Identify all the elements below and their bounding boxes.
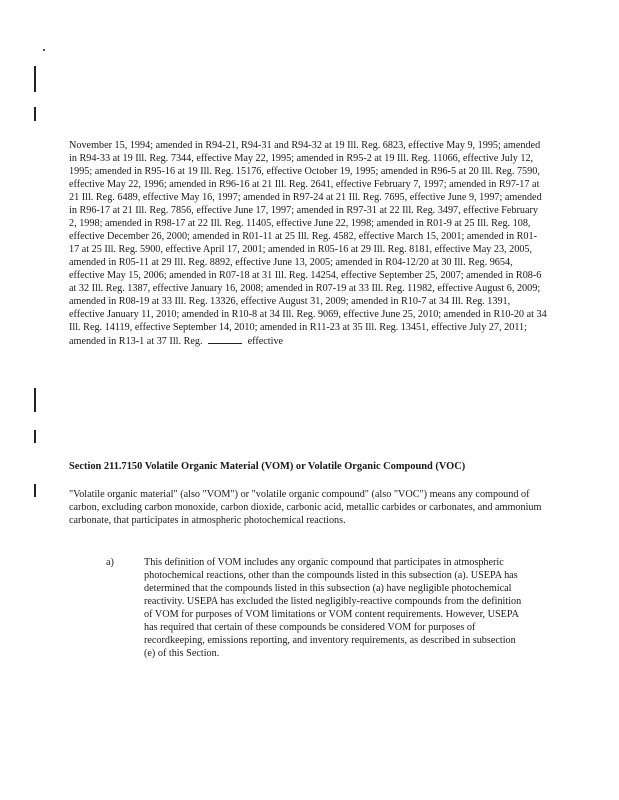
scan-speck	[43, 49, 45, 51]
section-heading: Section 211.7150 Volatile Organic Material (VOM) or Volatile Organic Compound (VOC)	[69, 461, 466, 472]
subsection-text: This definition of VOM includes any organic compound that participates in atmospheric photochemical reactions, other than the compounds listed in this subsection (a). USEPA has determined that the compounds listed in this subsection (a) have negligible photochemical reactivity. USEPA has excluded the listed negligibly-reactive compounds from the definition of VOM for purposes of VOM limitations or VOM content requirements. However, USEPA has required that certain of these compounds be considered VOM for purposes of recordkeeping, emissions reporting, and inventory requirements, as described in subsection (e) of this Section.	[144, 557, 522, 659]
history-note	[69, 139, 547, 348]
change-bar	[34, 107, 36, 121]
change-bar	[34, 388, 36, 412]
blank-line	[208, 334, 242, 344]
history-note-text: November 15, 1994; amended in R94-21, R94-31 and R94-32 at 19 Ill. Reg. 6823, effective May 9, 1995; amended in R94-33 at 19 Ill. Reg. 7344, effective May 22, 1995; amended in R95-2 at 19 Ill. Reg. 11066, effective July 12, 1995; amended in R95-16 at 19 Ill. Reg. 15176, effective October 19, 1995; amended in R96-5 at 20 Ill. Reg. 7590, effective May 22, 1996; amended in R96-16 at 21 Ill. Reg. 2641, effective February 7, 1997; amended in R97-17 at 21 Ill. Reg. 6489, effective May 16, 1997; amended in R97-24 at 21 Ill. Reg. 7695, effective June 9, 1997; amended in R96-17 at 21 Ill. Reg. 7856, effective June 17, 1997; amended in R97-31 at 22 Ill. Reg. 3497, effective February 2, 1998; amended in R98-17 at 22 Ill. Reg. 11405, effective June 22, 1998; amended in R01-9 at 25 Ill. Reg. 108, effective December 26, 2000; amended in R01-11 at 25 Ill. Reg. 4582, effective March 15, 2001; amended in R01-17 at 25 Ill. Reg. 5900, effective April 17, 2001; amended in R05-16 at 29 Ill. Reg. 8181, effective May 23, 2005, amended in R05-11 at 29 Ill. Reg. 8892, effective June 13, 2005; amended in R04-12/20 at 30 Ill. Reg. 9654, effective May 15, 2006; amended in R07-18 at 31 Ill. Reg. 14254, effective September 25, 2007; amended in R08-6 at 32 Ill. Reg. 1387, effective January 16, 2008; amended in R07-19 at 33 Ill. Reg. 11982, effective August 6, 2009; amended in R08-19 at 33 Ill. Reg. 13326, effective August 31, 2009; amended in R10-7 at 34 Ill. Reg. 1391, effective January 11, 2010; amended in R10-8 at 34 Ill. Reg. 9069, effective June 25, 2010; amended in R10-20 at 34 Ill. Reg. 14119, effective September 14, 2010; amended in R11-23 at 35 Ill. Reg. 13451, effective July 27, 2011; amended in R13-1 at 37 Ill. Reg.	[69, 140, 547, 347]
change-bar	[34, 66, 36, 92]
change-bar	[34, 484, 36, 497]
definition-paragraph: "Volatile organic material" (also "VOM") or "volatile organic compound" (also "VOC") means any compound of carbon, excluding carbon monoxide, carbon dioxide, carbonic acid, metallic carbides or carbonates, and ammonium carbonate, that participates in atmospheric photochemical reactions.	[69, 489, 542, 526]
subsection-label: a)	[106, 557, 114, 568]
change-bar	[34, 430, 36, 443]
history-note-tail: effective	[247, 336, 284, 347]
